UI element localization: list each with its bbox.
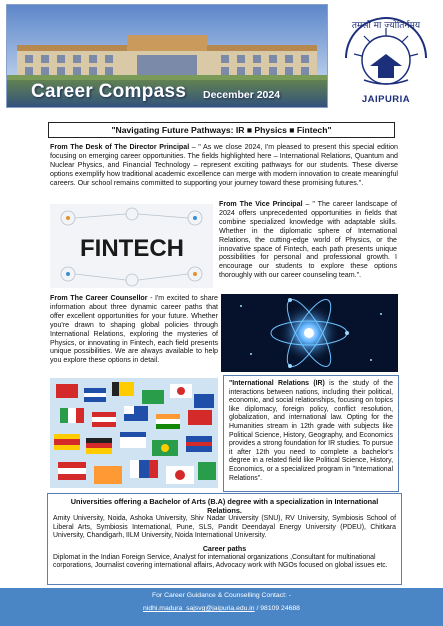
universities-list: Amity University, Noida, Ashoka University, Shiv Nadar University (SNU), RV University, Symbiosis School of Liberal Arts, Symbiosis International, Pune, SLS, Pandit Deendayal Energy University (PDEU), Chitkara University, Chandigarh, IILM University, Noida International University. xyxy=(53,515,396,540)
contact-phone: / 98109 24688 xyxy=(256,605,300,612)
newsletter-title: Career Compass xyxy=(31,81,187,102)
universities-box xyxy=(47,493,402,585)
footer-contact-label: For Career Guidance & Counselling Contact: - xyxy=(151,592,292,599)
newsletter-header xyxy=(0,0,443,118)
newsletter-date: December 2024 xyxy=(203,89,281,101)
edition-theme-heading: "Navigating Future Pathways: IR ■ Physics ■ Fintech" xyxy=(48,122,395,138)
school-logo xyxy=(334,6,438,108)
fintech-image xyxy=(50,204,213,288)
counsellor-lead: From The Career Counsellor xyxy=(50,294,148,302)
vice-principal-message xyxy=(219,200,397,280)
contact-email-link[interactable]: nidhi.madura_sajsvg@jaipuria.edu.in xyxy=(143,605,255,612)
counsellor-text: - I'm excited to share information about three dynamic career paths that offer excellent opportunities for your future. Whether you're drawn to shaping global policies through International Relations, exploring the mysteries of Physics, or innovating in Fintech, each field presents unique possibilities. We are always available to help you explore these options in detail. xyxy=(50,294,218,365)
ir-text: is the study of the interactions between nations, including their political, economic, and social relationships, focusing on topics like diplomacy, foreign policy, conflict resolution, globalization, and international law. Opting for the Humanities stream in 12th grade with subjects like Political Science, History, Geography, and Economics provides a strong foundation for IR studies. To pursue it after 12th you need to complete a bachelor's degree in a related field like Political Science, History, Economics, or a specialized program in "International Relations". xyxy=(229,380,393,482)
vice-text: – " The career landscape of 2024 offers unprecedented opportunities in fields that combine specialized knowledge with adaptable skills. Whether in the diplomatic sphere of International Relations, the cutting-edge world of Physics, or the innovative space of Fintech, each path presents unique possibilities for personal and professional growth. I encourage our students to explore these options thoroughly with our career counseling team.". xyxy=(219,200,398,280)
universities-heading: Universities offering a Bachelor of Arts (B.A) degree with a specialization in International Relations. xyxy=(70,497,379,515)
career-paths-heading: Career paths xyxy=(202,544,247,553)
international-relations-box xyxy=(223,375,399,492)
logo-school-name: JAIPURIA xyxy=(361,94,411,105)
fintech-wordmark: FINTECH xyxy=(80,235,184,262)
director-message xyxy=(50,143,398,188)
contact-footer xyxy=(0,588,443,626)
career-paths-text: Diplomat in the Indian Foreign Service, Analyst for international organizations ,Consultant for multinational corporations, Journalist covering international affairs, Advocacy work with NGOs focused on global issues etc. xyxy=(53,553,388,570)
ir-description xyxy=(229,380,393,483)
footer-contact-details xyxy=(0,605,443,612)
logo-motto: तमसो मा ज्योतिर्गमय xyxy=(351,21,421,31)
counsellor-message xyxy=(50,294,218,365)
ir-lead: "International Relations (IR) xyxy=(229,380,325,387)
director-lead: From The Desk of The Director Principal xyxy=(50,143,190,151)
director-text: – " As we close 2024, I'm pleased to present this special edition focusing on emerging career opportunities. The fields highlighted here – International Relations, Quantum and Nuclear Physics, and Financial Technology – represent exciting pathways for our students. These diverse options exemplify how traditional academic excellence can merge with modern innovation to create meaningful careers. Our school remains committed to supporting your journey toward these promising futures.". xyxy=(50,143,398,187)
physics-atom-image xyxy=(221,294,398,372)
school-banner-image xyxy=(6,4,328,108)
vice-lead: From The Vice Principal xyxy=(219,200,303,208)
international-flags-image xyxy=(50,378,218,488)
